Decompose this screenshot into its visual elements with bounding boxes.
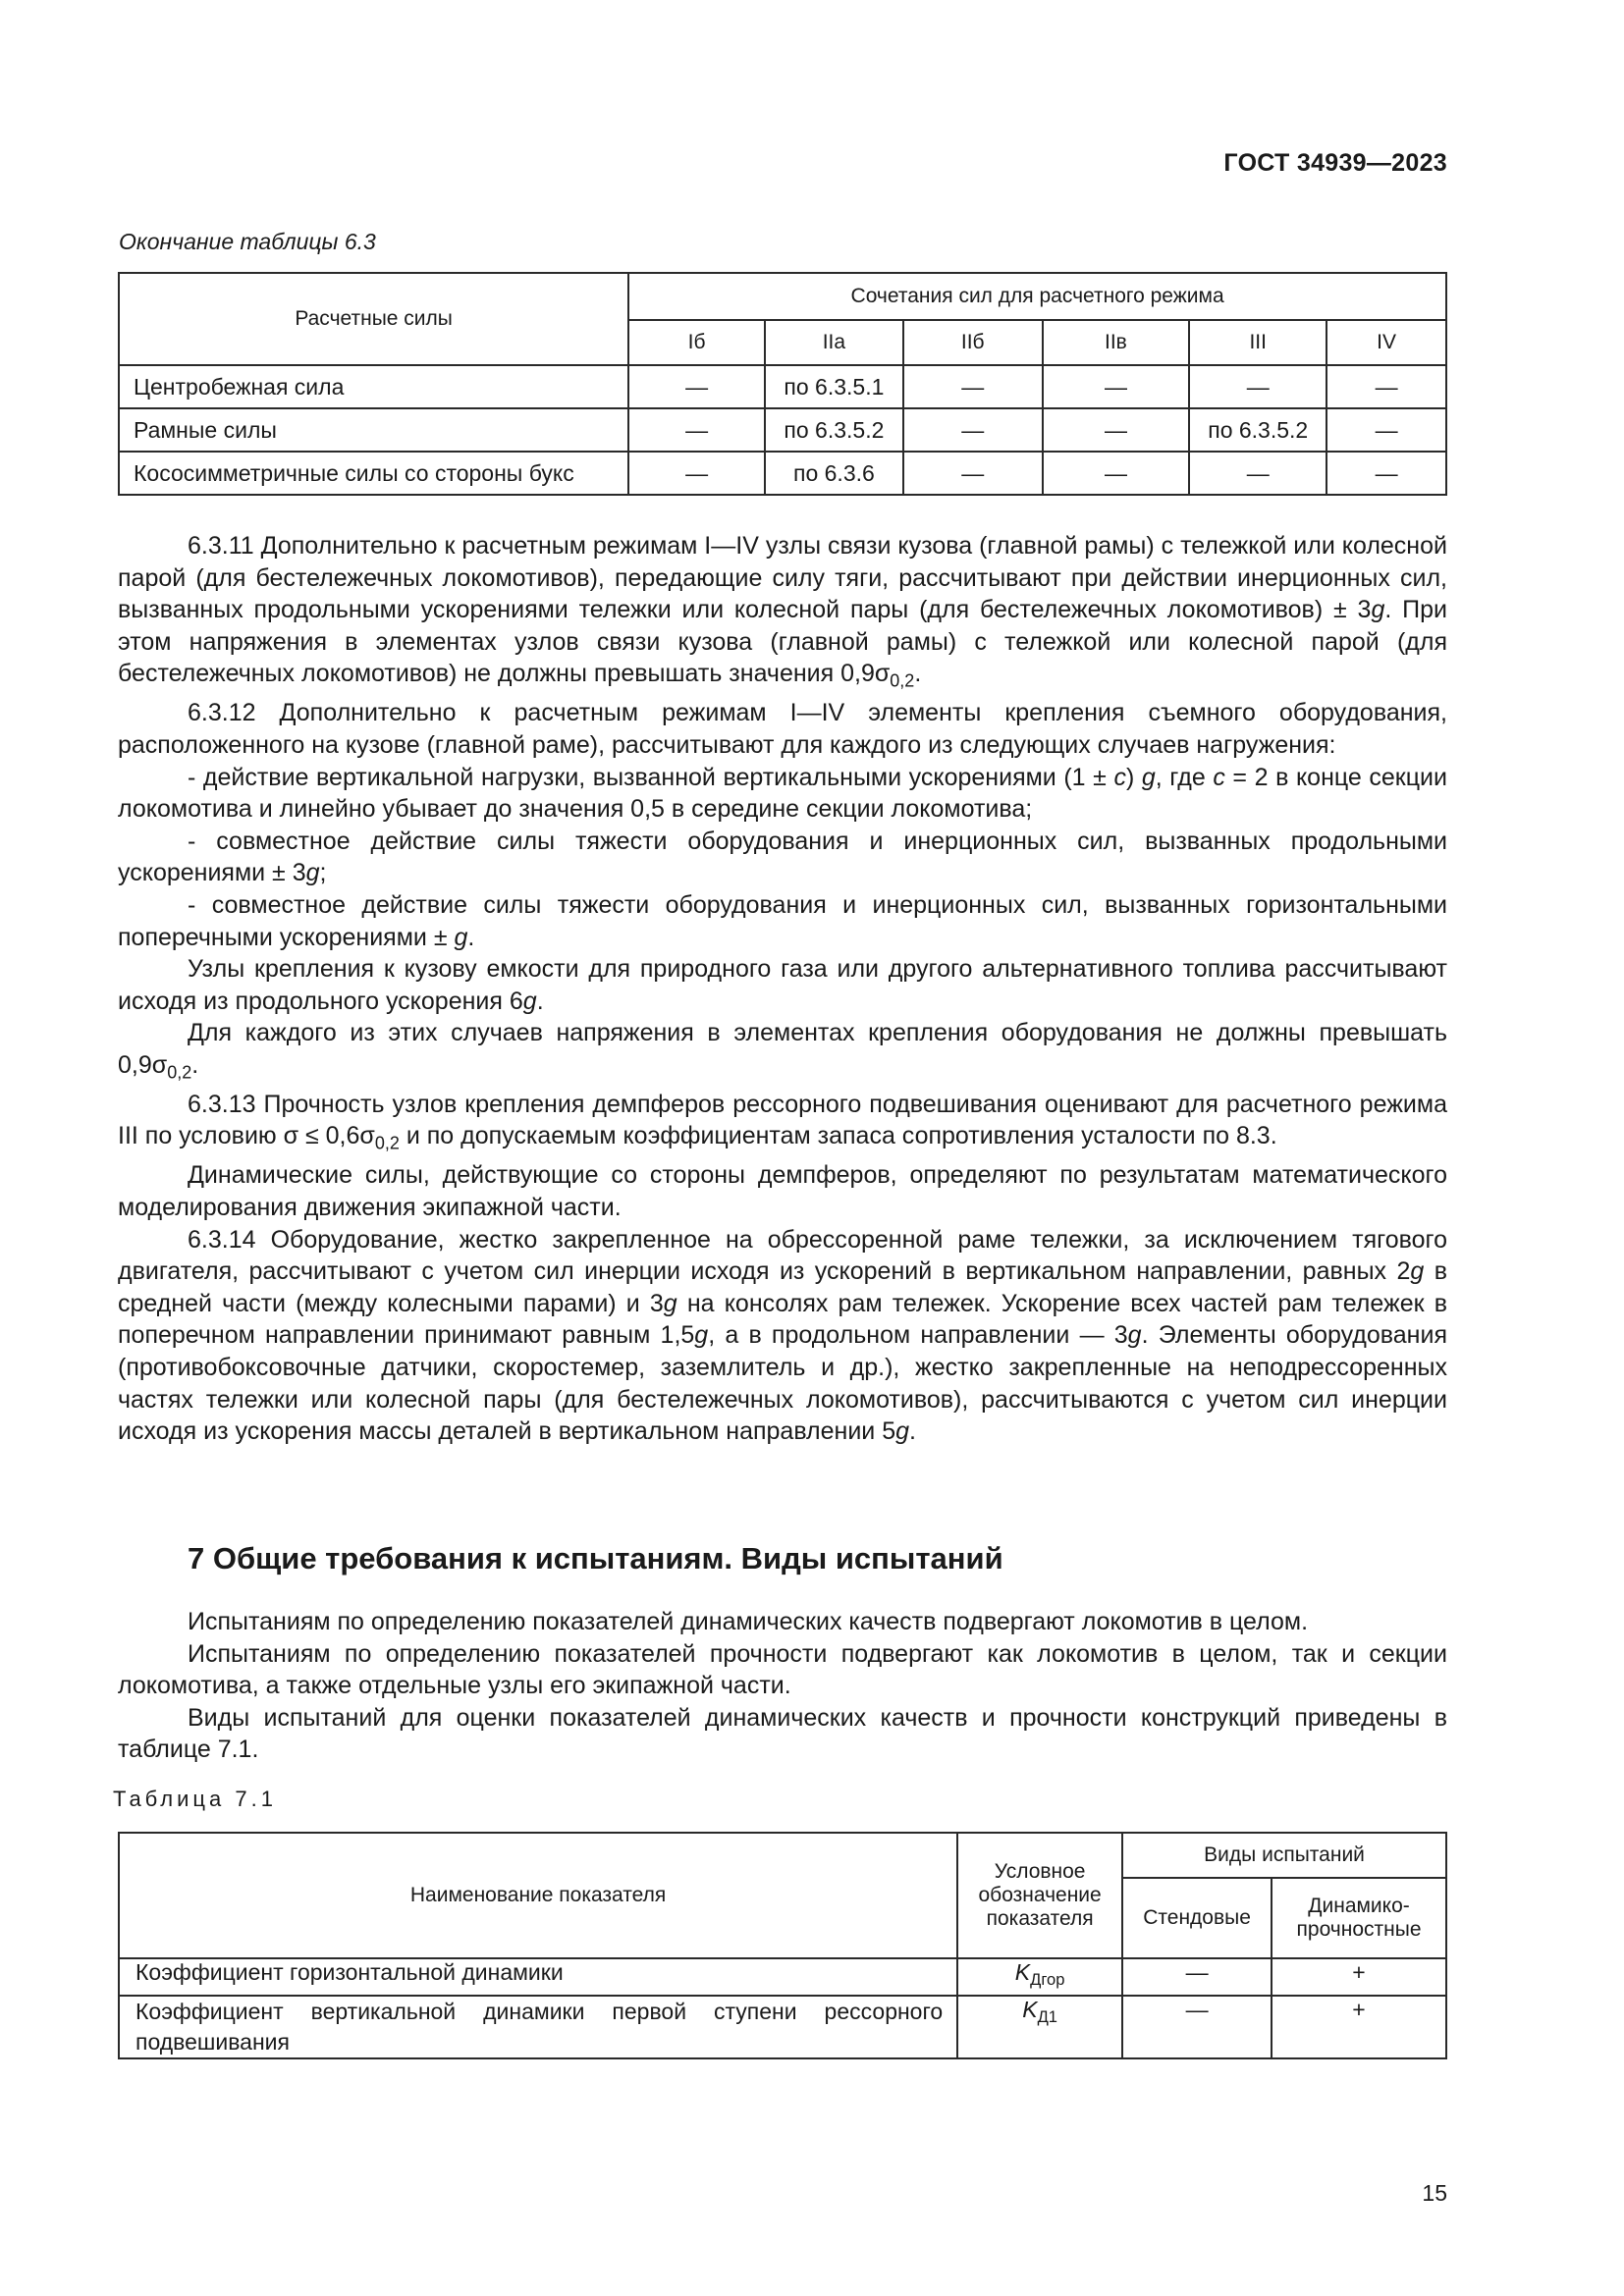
paragraph-6-3-11: 6.3.11 Дополнительно к расчетным режимам I—IV узлы связи кузова (главной рамы) с тележкой или колесной парой (для бестележечных локомотивов), передающие силу тяги, рассчитывают при действии инерционных сил, вызванных продольными ускорениями тележки или колесной пары (для бестележечных локомотивов) ± 3g. При этом напряжения в элементах узлов связи кузова (главной рамы) с тележкой или колесной парой (для бестележечных локомотивов) не должны превышать значения $0,9\sigma_{0,2}$. [118,532,1447,691]
cell: — [1326,408,1446,452]
symbol-subscript: Дгор [1030,1969,1065,1989]
header-bench: Стендовые [1122,1878,1272,1958]
cell: — [1122,1996,1272,2058]
row-name: Рамные силы [119,408,628,452]
list-item-vertical-load: - действие вертикальной нагрузки, вызванной вертикальными ускорениями (1 ± c) g, где c = 2 в конце секции локомотива и линейно убывает до значения 0,5 в середине секции локомотива; [118,763,1447,824]
cell: — [628,408,765,452]
cell: — [1043,452,1190,495]
cell: — [1043,365,1190,408]
mode-5: III [1189,320,1326,365]
row-name: Кососимметричные силы со стороны букс [119,452,628,495]
table-7-1 [118,1832,1447,2059]
header-name: Наименование показателя [119,1833,957,1958]
row-name: Центробежная сила [119,365,628,408]
table-row [119,1958,1446,1996]
section-7-text [118,1606,1447,1766]
table-6-3 [118,272,1447,496]
cell: — [903,452,1043,495]
paragraph-6-3-13: 6.3.13 Прочность узлов крепления демпферов рессорного подвешивания оценивают для расчетного режима III по условию $\sigma \le 0,6\sigma_{0,2}$ и по допускаемым коэффициентам запаса сопротивления усталости по 8.3. [118,1090,1447,1153]
cell: по 6.3.5.2 [1189,408,1326,452]
paragraph-6-3-12: 6.3.12 Дополнительно к расчетным режимам I—IV элементы крепления съемного оборудования, расположенного на кузове (главной раме), рассчитывают для каждого из следующих случаев нагружения: [118,699,1447,759]
cell: по 6.3.5.2 [765,408,903,452]
symbol: K [1014,1959,1031,1985]
mode-2: IIа [765,320,903,365]
paragraph-7-1: Испытаниям по определению показателей динамических качеств подвергают локомотив в целом. [188,1608,1309,1635]
cell: — [628,365,765,408]
document-id: ГОСТ 34939—2023 [1223,149,1447,177]
section-6-text [118,530,1447,1448]
header-dynamic: Динамико-прочностные [1272,1878,1446,1958]
cell: — [1043,408,1190,452]
header-symbol: Условное обозначение показателя [957,1833,1122,1958]
symbol-cell [957,1958,1122,1996]
cell: — [628,452,765,495]
mode-3: IIб [903,320,1043,365]
table-row [119,408,1446,452]
cell: — [903,365,1043,408]
table-6-3-caption: Окончание таблицы 6.3 [119,229,376,254]
header-test-types: Виды испытаний [1122,1833,1446,1878]
symbol: K [1022,1997,1038,2022]
cell: — [903,408,1043,452]
row-name: Коэффициент горизонтальной динамики [119,1958,957,1996]
table-row [119,365,1446,408]
cell: + [1272,1958,1446,1996]
header-forces: Расчетные силы [119,273,628,365]
paragraph-7-3: Виды испытаний для оценки показателей динамических качеств и прочности конструкций приведены в таблице 7.1. [118,1703,1447,1764]
cell: — [1189,452,1326,495]
table-row [119,452,1446,495]
page-number: 15 [1422,2180,1447,2206]
mode-6: IV [1326,320,1446,365]
paragraph-6-3-14: 6.3.14 Оборудование, жестко закрепленное на обрессоренной раме тележки, за исключением тягового двигателя, рассчитывают с учетом сил инерции исходя из ускорений в вертикальном направлении, равных 2g в средней части (между колесными парами) и 3g на консолях рам тележек. Ускорение всех частей рам тележек в поперечном направлении принимают равным 1,5g, а в продольном направлении — 3g. Элементы оборудования (противобоксовочные датчики, скоростемер, заземлитель и др.), жестко закрепленные на неподрессоренных частях тележки или колесной пары (для бестележечных локомотивов), рассчитываются с учетом сил инерции исходя из ускорения массы деталей в вертикальном направлении 5g. [118,1225,1447,1446]
list-item-longitudinal: - совместное действие силы тяжести оборудования и инерционных сил, вызванных продольными ускорениями ± 3g; [118,827,1447,887]
symbol-cell [957,1996,1122,2058]
cell: — [1122,1958,1272,1996]
paragraph-7-2: Испытаниям по определению показателей прочности подвергают как локомотив в целом, так и секции локомотива, а также отдельные узлы его экипажной части. [118,1639,1447,1700]
list-item-lateral: - совместное действие силы тяжести оборудования и инерционных сил, вызванных горизонтальными поперечными ускорениями ± g. [118,890,1447,951]
cell: по 6.3.6 [765,452,903,495]
mode-1: Iб [628,320,765,365]
row-name: Коэффициент вертикальной динамики первой ступени рессорного подвешивания [119,1996,957,2058]
paragraph-stress-limit: Для каждого из этих случаев напряжения в элементах крепления оборудования не должны превышать $0,9\sigma_{0,2}$. [118,1019,1447,1083]
section-7-title: 7 Общие требования к испытаниям. Виды испытаний [188,1541,1003,1575]
cell: — [1326,365,1446,408]
paragraph-gas-tank: Узлы крепления к кузову емкости для природного газа или другого альтернативного топлива рассчитывают исходя из продольного ускорения 6g. [118,955,1447,1015]
paragraph-damper-forces: Динамические силы, действующие со стороны демпферов, определяют по результатам математического моделирования движения экипажной части. [118,1161,1447,1222]
cell: — [1189,365,1326,408]
table-row [119,1996,1446,2058]
cell: по 6.3.5.1 [765,365,903,408]
table-7-1-caption: Таблица 7.1 [113,1787,277,1811]
cell: — [1326,452,1446,495]
mode-4: IIв [1043,320,1190,365]
header-combinations: Сочетания сил для расчетного режима [628,273,1446,320]
symbol-subscript: Д1 [1037,2006,1057,2026]
cell: + [1272,1996,1446,2058]
